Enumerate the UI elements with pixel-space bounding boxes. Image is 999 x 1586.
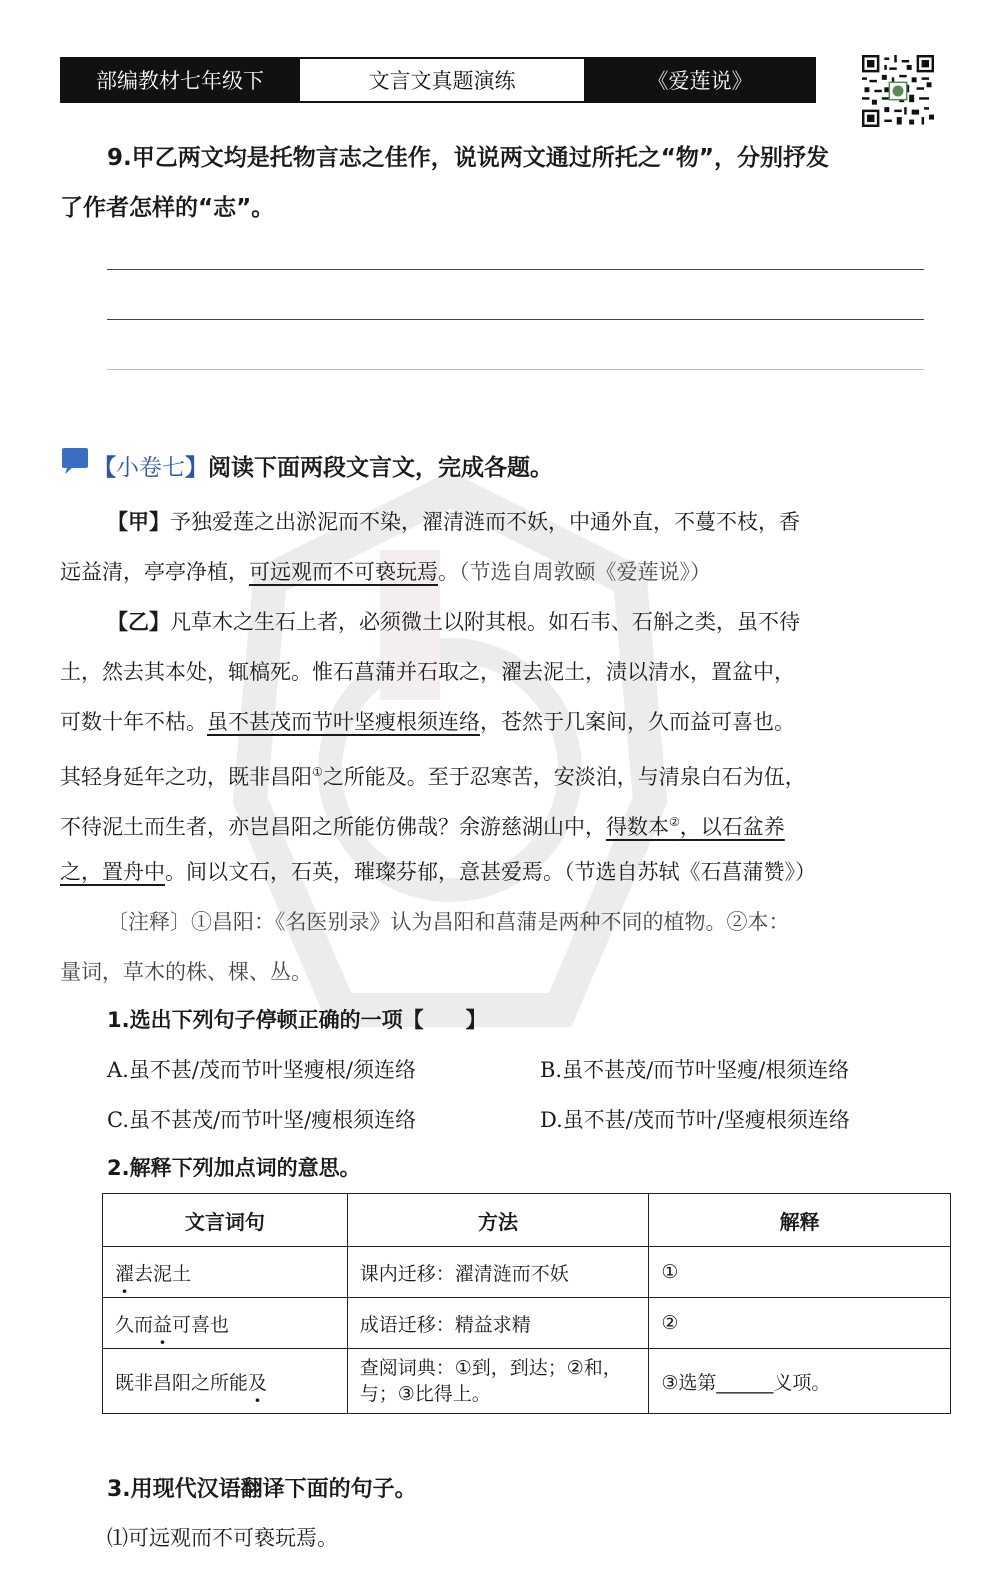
yi-underlined-sentence-2b: 之，置舟中 xyxy=(60,860,165,884)
table-cell-answer[interactable]: ① xyxy=(649,1247,951,1298)
vocab-table xyxy=(102,1193,951,1414)
table-cell-answer[interactable]: ③选第______义项。 xyxy=(649,1349,951,1414)
yi-line2: 土，然去其本处，辄槁死。惟石菖蒲并石取之，濯去泥土，渍以清水，置盆中， xyxy=(60,660,795,684)
table-cell-phrase: 濯去泥土 xyxy=(103,1247,348,1298)
header-title: 《爱莲说》 xyxy=(586,59,814,101)
table-cell-phrase: 久而益可喜也 xyxy=(103,1298,348,1349)
header-grade: 部编教材七年级下 xyxy=(62,59,298,101)
table-cell-method: 课内迁移：濯清涟而不妖 xyxy=(347,1247,649,1298)
notes-line1: 〔注释〕①昌阳：《名医别录》认为昌阳和菖蒲是两种不同的植物。②本： xyxy=(107,910,790,934)
q3-item-1: ⑴可远观而不可亵玩焉。 xyxy=(107,1526,338,1550)
q3-stem: 3.用现代汉语翻译下面的句子。 xyxy=(107,1477,417,1502)
yi-line3: 可数十年不枯。虽不甚茂而节叶坚瘦根须连络，苍然于几案间，久而益可喜也。 xyxy=(60,710,795,734)
table-cell-answer[interactable]: ② xyxy=(649,1298,951,1349)
yi-underlined-sentence-2a: 得数本②，以石盆养 xyxy=(606,815,785,839)
jia-line2: 远益清，亭亭净植，可远观而不可亵玩焉。（节选自周敦颐《爱莲说》） xyxy=(60,560,711,584)
table-row xyxy=(103,1349,951,1414)
yi-line5: 不待泥土而生者，亦岂昌阳之所能仿佛哉？余游慈湖山中，得数本②，以石盆养 xyxy=(60,815,785,839)
section-instruction: 阅读下面两段文言文，完成各题。 xyxy=(208,455,553,481)
q1-stem: 1.选出下列句子停顿正确的一项【 】 xyxy=(107,1008,487,1032)
jia-underlined-sentence: 可远观而不可亵玩焉 xyxy=(249,560,438,584)
table-header: 文言词句 xyxy=(103,1194,348,1247)
yi-underlined-sentence-1: 虽不甚茂而节叶坚瘦根须连络 xyxy=(207,710,480,734)
q1-option-b[interactable]: B.虽不甚茂/而节叶坚瘦/根须连络 xyxy=(540,1058,850,1082)
table-cell-phrase: 既非昌阳之所能及 xyxy=(103,1349,348,1414)
table-header: 方法 xyxy=(347,1194,649,1247)
header-bar xyxy=(60,57,816,103)
table-row xyxy=(103,1247,951,1298)
dotted-word: 益 xyxy=(153,1313,173,1336)
dotted-word: 濯 xyxy=(115,1262,135,1285)
table-row xyxy=(103,1298,951,1349)
answer-line-3 xyxy=(107,369,924,370)
table-header: 解释 xyxy=(649,1194,951,1247)
q2-stem: 2.解释下列加点词的意思。 xyxy=(107,1156,361,1180)
table-cell-method: 查阅词典：①到，到达；②和， 与；③比得上。 xyxy=(347,1349,649,1414)
speech-bubble-icon xyxy=(60,447,90,475)
answer-line-1 xyxy=(107,269,924,270)
yi-line1: 【乙】凡草木之生石上者，必须微土以附其根。如石韦、石斛之类，虽不待 xyxy=(107,609,800,634)
table-header-row xyxy=(103,1194,951,1247)
jia-line1: 【甲】予独爱莲之出淤泥而不染，濯清涟而不妖，中通外直，不蔓不枝，香 xyxy=(107,509,800,534)
notes-line2: 量词，草木的株、棵、丛。 xyxy=(60,960,312,984)
q1-option-d[interactable]: D.虽不甚/茂而节叶/坚瘦根须连络 xyxy=(540,1108,850,1132)
section-title: 小卷七 xyxy=(116,455,185,481)
qr-code-icon xyxy=(862,55,934,127)
yi-line4: 其轻身延年之功，既非昌阳①之所能及。至于忍寒苦，安淡泊，与清泉白石为伍， xyxy=(60,765,806,789)
q1-option-a[interactable]: A.虽不甚/茂而节叶坚瘦根/须连络 xyxy=(107,1058,416,1082)
answer-line-2 xyxy=(107,319,924,320)
yi-line6: 之，置舟中。间以文石，石英，璀璨芬郁，意甚爱焉。（节选自苏轼《石菖蒲赞》） xyxy=(60,860,816,884)
section-heading: 【小卷七】阅读下面两段文言文，完成各题。 xyxy=(93,455,553,481)
dotted-word: 及 xyxy=(248,1371,268,1394)
header-topic: 文言文真题演练 xyxy=(298,59,586,101)
q9-line1: 9.甲乙两文均是托物言志之佳作，说说两文通过所托之“物”，分别抒发 xyxy=(107,145,829,171)
table-cell-method: 成语迁移：精益求精 xyxy=(347,1298,649,1349)
q9-line2: 了作者怎样的“志”。 xyxy=(60,195,275,221)
q1-option-c[interactable]: C.虽不甚茂/而节叶坚/瘦根须连络 xyxy=(107,1108,417,1132)
